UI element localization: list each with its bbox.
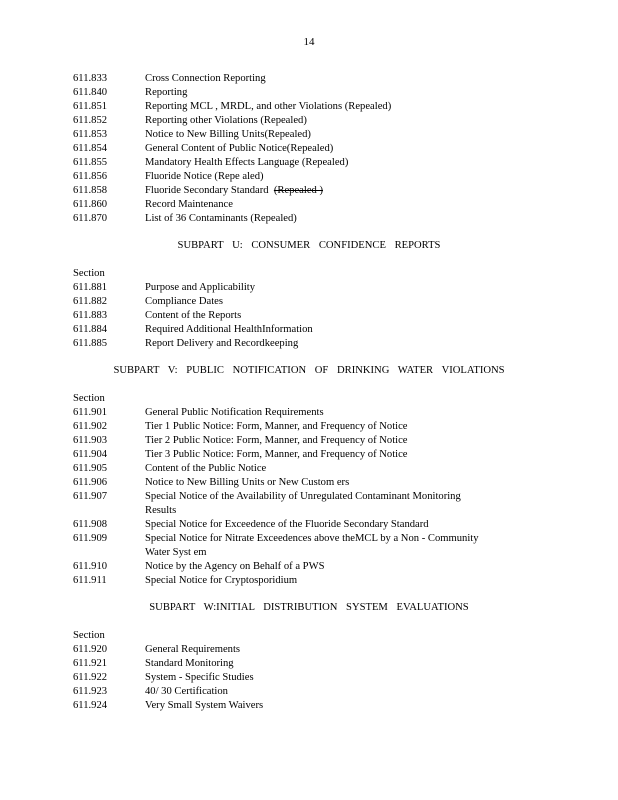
section-title: 40/ 30 Certification xyxy=(145,686,228,697)
section-number: 611.911 xyxy=(73,575,107,586)
toc-row-611-860 xyxy=(73,198,543,212)
section-title: Cross Connection Reporting xyxy=(145,73,266,84)
toc-row-611-852 xyxy=(73,114,543,128)
section-title: Special Notice for Exceedence of the Fluoride Secondary Standard xyxy=(145,519,429,530)
toc-row-611-870 xyxy=(73,212,543,226)
section-number: 611.907 xyxy=(73,491,108,502)
toc-row-611-910 xyxy=(73,560,543,574)
toc-row-611-902 xyxy=(73,420,543,434)
toc-list-subpart-u xyxy=(73,281,543,351)
section-number: 611.852 xyxy=(73,115,108,126)
section-title: Tier 3 Public Notice: Form, Manner, and Frequency of Notice xyxy=(145,449,408,460)
section-title: Mandatory Health Effects Language (Repealed) xyxy=(145,157,349,168)
section-label: Section xyxy=(73,630,105,641)
toc-row-611-853 xyxy=(73,128,543,142)
section-title: Notice to New Billing Units(Repealed) xyxy=(145,129,311,140)
toc-list-part-1 xyxy=(73,72,543,226)
section-title-continued: Results xyxy=(145,505,177,516)
toc-row-611-884 xyxy=(73,323,543,337)
toc-row-611-833 xyxy=(73,72,543,86)
section-number: 611.856 xyxy=(73,171,108,182)
section-title: Tier 2 Public Notice: Form, Manner, and Frequency of Notice xyxy=(145,435,408,446)
section-number: 611.851 xyxy=(73,101,108,112)
section-title: Notice to New Billing Units or New Custom ers xyxy=(145,477,350,488)
section-title: General Requirements xyxy=(145,644,241,655)
toc-row-611-858 xyxy=(73,184,543,198)
section-number: 611.853 xyxy=(73,129,108,140)
toc-row-611-908 xyxy=(73,518,543,532)
section-title: List of 36 Contaminants (Repealed) xyxy=(145,213,297,224)
section-number: 611.904 xyxy=(73,449,108,460)
toc-row-611-881 xyxy=(73,281,543,295)
section-title: Special Notice of the Availability of Unregulated Contaminant Monitoring xyxy=(145,491,461,502)
section-number: 611.921 xyxy=(73,658,108,669)
page-number: 14 xyxy=(303,36,315,48)
section-label: Section xyxy=(73,393,105,404)
section-number: 611.870 xyxy=(73,213,108,224)
section-number: 611.910 xyxy=(73,561,108,572)
section-title: General Public Notification Requirements xyxy=(145,407,324,418)
section-title: Tier 1 Public Notice: Form, Manner, and Frequency of Notice xyxy=(145,421,408,432)
section-title: Required Additional HealthInformation xyxy=(145,324,313,335)
toc-row-611-906 xyxy=(73,476,543,490)
toc-row-611-855 xyxy=(73,156,543,170)
toc-row-611-909-cont xyxy=(73,546,543,560)
toc-row-611-904 xyxy=(73,448,543,462)
section-number: 611.906 xyxy=(73,477,108,488)
section-title: Record Maintenance xyxy=(145,199,233,210)
section-number: 611.903 xyxy=(73,435,108,446)
section-title: Report Delivery and Recordkeeping xyxy=(145,338,299,349)
section-title: Reporting other Violations (Repealed) xyxy=(145,115,307,126)
section-number: 611.883 xyxy=(73,310,108,321)
section-number: 611.854 xyxy=(73,143,108,154)
section-title: Reporting MCL , MRDL, and other Violations (Repealed) xyxy=(145,101,392,112)
toc-row-611-920 xyxy=(73,643,543,657)
section-title: Content of the Reports xyxy=(145,310,242,321)
section-title: Standard Monitoring xyxy=(145,658,234,669)
toc-row-611-907-cont xyxy=(73,504,543,518)
section-number: 611.922 xyxy=(73,672,108,683)
toc-row-611-907 xyxy=(73,490,543,504)
toc-row-611-909 xyxy=(73,532,543,546)
section-title: System - Specific Studies xyxy=(145,672,254,683)
section-number: 611.905 xyxy=(73,463,108,474)
subpart-w-heading: SUBPART W:INITIAL DISTRIBUTION SYSTEM EVALUATIONS xyxy=(149,602,469,613)
section-title: Content of the Public Notice xyxy=(145,463,267,474)
section-number: 611.855 xyxy=(73,157,108,168)
section-title: Very Small System Waivers xyxy=(145,700,264,711)
section-title-continued: Water Syst em xyxy=(145,547,207,558)
toc-row-611-885 xyxy=(73,337,543,351)
toc-row-611-854 xyxy=(73,142,543,156)
section-number: 611.840 xyxy=(73,87,108,98)
section-number: 611.885 xyxy=(73,338,108,349)
struck-text: (Repealed ) xyxy=(273,185,323,196)
toc-row-611-840 xyxy=(73,86,543,100)
toc-list-subpart-v xyxy=(73,406,543,588)
toc-row-611-851 xyxy=(73,100,543,114)
section-title-with-strike xyxy=(145,184,543,198)
subpart-u-heading: SUBPART U: CONSUMER CONFIDENCE REPORTS xyxy=(177,240,441,251)
section-title: Notice by the Agency on Behalf of a PWS xyxy=(145,561,325,572)
section-label: Section xyxy=(73,268,105,279)
toc-row-611-921 xyxy=(73,657,543,671)
section-number: 611.858 xyxy=(73,185,108,196)
section-title: Purpose and Applicability xyxy=(145,282,256,293)
section-title: Special Notice for Nitrate Exceedences above theMCL by a Non - Community xyxy=(145,533,479,544)
section-number: 611.860 xyxy=(73,199,108,210)
section-number: 611.920 xyxy=(73,644,108,655)
section-title: Fluoride Secondary Standard xyxy=(145,185,269,196)
toc-row-611-903 xyxy=(73,434,543,448)
section-title: Reporting xyxy=(145,87,188,98)
section-title: Fluoride Notice (Repe aled) xyxy=(145,171,264,182)
subpart-v-heading: SUBPART V: PUBLIC NOTIFICATION OF DRINKING WATER VIOLATIONS xyxy=(113,365,505,376)
toc-row-611-923 xyxy=(73,685,543,699)
section-number: 611.882 xyxy=(73,296,108,307)
section-title: Compliance Dates xyxy=(145,296,223,307)
section-number: 611.902 xyxy=(73,421,108,432)
toc-row-611-883 xyxy=(73,309,543,323)
section-number: 611.833 xyxy=(73,73,108,84)
toc-list-subpart-w xyxy=(73,643,543,713)
section-number: 611.924 xyxy=(73,700,108,711)
toc-row-611-911 xyxy=(73,574,543,588)
section-number: 611.923 xyxy=(73,686,108,697)
section-number: 611.908 xyxy=(73,519,108,530)
toc-row-611-856 xyxy=(73,170,543,184)
section-title: General Content of Public Notice(Repealed) xyxy=(145,143,334,154)
section-title: Special Notice for Cryptosporidium xyxy=(145,575,298,586)
section-number: 611.884 xyxy=(73,324,108,335)
toc-row-611-882 xyxy=(73,295,543,309)
toc-row-611-905 xyxy=(73,462,543,476)
section-number: 611.881 xyxy=(73,282,108,293)
toc-row-611-922 xyxy=(73,671,543,685)
section-number: 611.901 xyxy=(73,407,108,418)
toc-row-611-924 xyxy=(73,699,543,713)
section-number: 611.909 xyxy=(73,533,108,544)
toc-row-611-901 xyxy=(73,406,543,420)
